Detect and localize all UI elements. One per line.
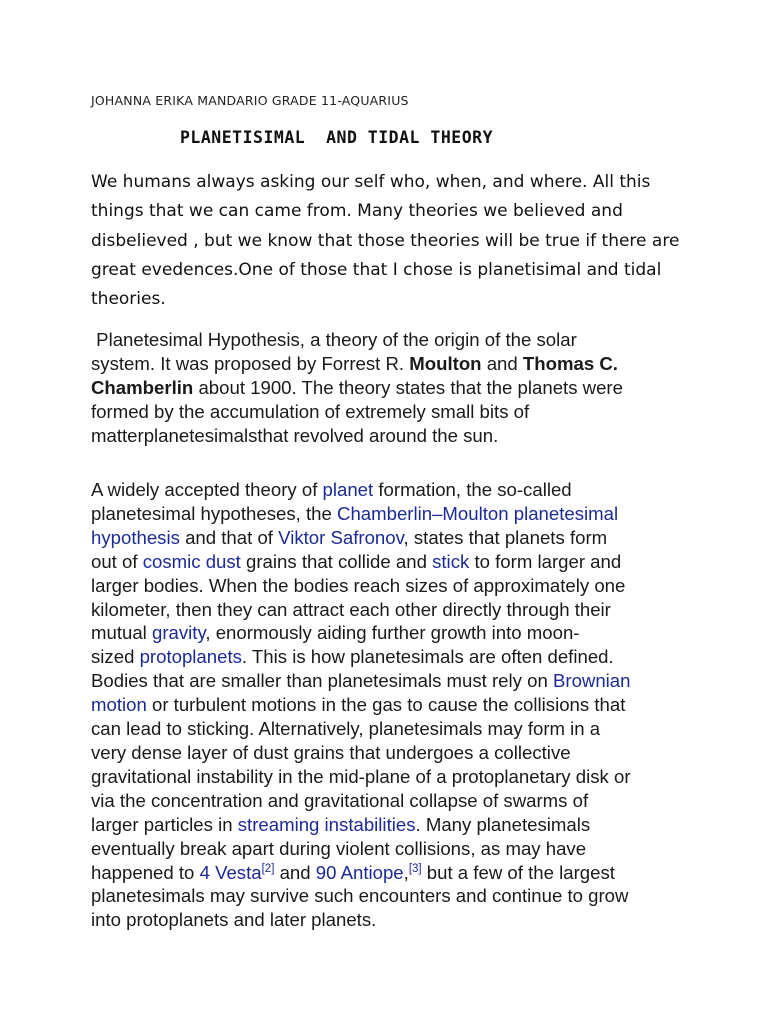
text-line: matterplanetesimalsthat revolved around the sun.	[91, 424, 499, 446]
bold-name-chamberlin: Chamberlin	[91, 376, 194, 398]
text-span: Bodies that are smaller than planetesimals must rely on	[91, 670, 553, 692]
text-line	[91, 669, 691, 693]
link-brownian[interactable]: Brownian	[552, 670, 631, 692]
text-span: , states that planets form	[403, 526, 608, 548]
text-span: mutual	[91, 622, 152, 644]
text-span: sized	[91, 646, 140, 668]
text-span: ,	[403, 861, 409, 883]
text-line	[91, 621, 691, 645]
intro-line: We humans always asking our self who, when, and where. All this	[91, 172, 651, 192]
hypothesis-paragraph	[91, 328, 691, 448]
link-90-antiope[interactable]: 90 Antiope	[315, 861, 404, 883]
text-span: out of	[91, 550, 143, 572]
text-span: planetesimal hypotheses, the	[91, 502, 338, 524]
formation-paragraph	[91, 478, 691, 932]
text-line: very dense layer of dust grains that undergoes a collective	[91, 741, 571, 763]
intro-line: theories.	[91, 289, 166, 310]
text-span: happened to	[91, 861, 200, 883]
text-span: and	[481, 352, 523, 374]
text-span: grains that collide and	[240, 550, 433, 572]
text-line: eventually break apart during violent collisions, as may have	[91, 837, 587, 859]
text-line: kilometer, then they can attract each other directly through their	[91, 598, 611, 620]
text-line	[91, 645, 691, 669]
text-span: . This is how planetesimals are often defined.	[241, 646, 614, 668]
text-line: into protoplanets and later planets.	[91, 909, 377, 931]
link-stick[interactable]: stick	[432, 550, 470, 572]
bold-name-thomas: Thomas C.	[522, 352, 618, 374]
text-span: to form larger and	[469, 550, 622, 572]
bold-name-moulton: Moulton	[409, 352, 482, 374]
intro-line: disbelieved , but we know that those theories will be true if there are	[91, 230, 680, 251]
text-line	[91, 502, 691, 526]
text-span: about 1900. The theory states that the planets were	[193, 376, 623, 398]
text-span: . Many planetesimals	[415, 813, 591, 835]
link-4-vesta[interactable]: 4 Vesta	[199, 861, 262, 883]
link-cosmic-dust[interactable]: cosmic dust	[142, 550, 241, 572]
citation-3[interactable]: [3]	[408, 862, 422, 875]
text-span: A widely accepted theory of	[91, 479, 323, 500]
link-hypothesis[interactable]: hypothesis	[91, 526, 180, 548]
link-streaming-instabilities[interactable]: streaming instabilities	[237, 813, 416, 835]
link-planet[interactable]: planet	[322, 479, 374, 500]
citation-2[interactable]: [2]	[261, 862, 275, 875]
link-motion[interactable]: motion	[91, 694, 147, 716]
text-line: can lead to sticking. Alternatively, planetesimals may form in a	[91, 718, 601, 740]
text-span: but a few of the largest	[421, 861, 615, 883]
text-line: via the concentration and gravitational collapse of swarms of	[91, 789, 589, 811]
text-line	[91, 478, 691, 502]
link-chamberlin-moulton[interactable]: Chamberlin–Moulton planetesimal	[337, 502, 619, 524]
text-line: larger bodies. When the bodies reach sizes of approximately one	[91, 574, 626, 596]
text-line	[91, 693, 691, 717]
text-span: larger particles in	[91, 813, 238, 835]
text-span: and	[274, 861, 316, 883]
text-span: formation, the so-called	[373, 479, 572, 500]
text-line: formed by the accumulation of extremely small bits of	[91, 400, 530, 422]
link-viktor-safronov[interactable]: Viktor Safronov	[278, 526, 404, 548]
text-span: , enormously aiding further growth into moon-	[205, 622, 580, 644]
text-line	[91, 376, 691, 400]
text-line	[91, 550, 691, 574]
text-line: Planetesimal Hypothesis, a theory of the origin of the solar	[91, 329, 577, 350]
intro-line: things that we can came from. Many theories we believed and	[91, 201, 623, 222]
intro-paragraph	[91, 168, 691, 314]
link-protoplanets[interactable]: protoplanets	[139, 646, 242, 668]
author-line: JOHANNA ERIKA MANDARIO GRADE 11-AQUARIUS	[91, 93, 409, 108]
text-line: gravitational instability in the mid-plane of a protoplanetary disk or	[91, 765, 631, 787]
text-line	[91, 352, 691, 376]
text-span: system. It was proposed by Forrest R.	[91, 352, 410, 374]
text-span: or turbulent motions in the gas to cause the collisions that	[146, 694, 626, 716]
text-line	[91, 813, 691, 837]
text-line	[91, 526, 691, 550]
intro-line: great evedences.One of those that I chose is planetisimal and tidal	[91, 259, 662, 280]
text-line: planetesimals may survive such encounters and continue to grow	[91, 885, 629, 907]
page-title: PLANETISIMAL AND TIDAL THEORY	[180, 128, 494, 147]
text-span: and that of	[179, 526, 279, 548]
link-gravity[interactable]: gravity	[151, 622, 206, 644]
text-line	[91, 861, 691, 885]
